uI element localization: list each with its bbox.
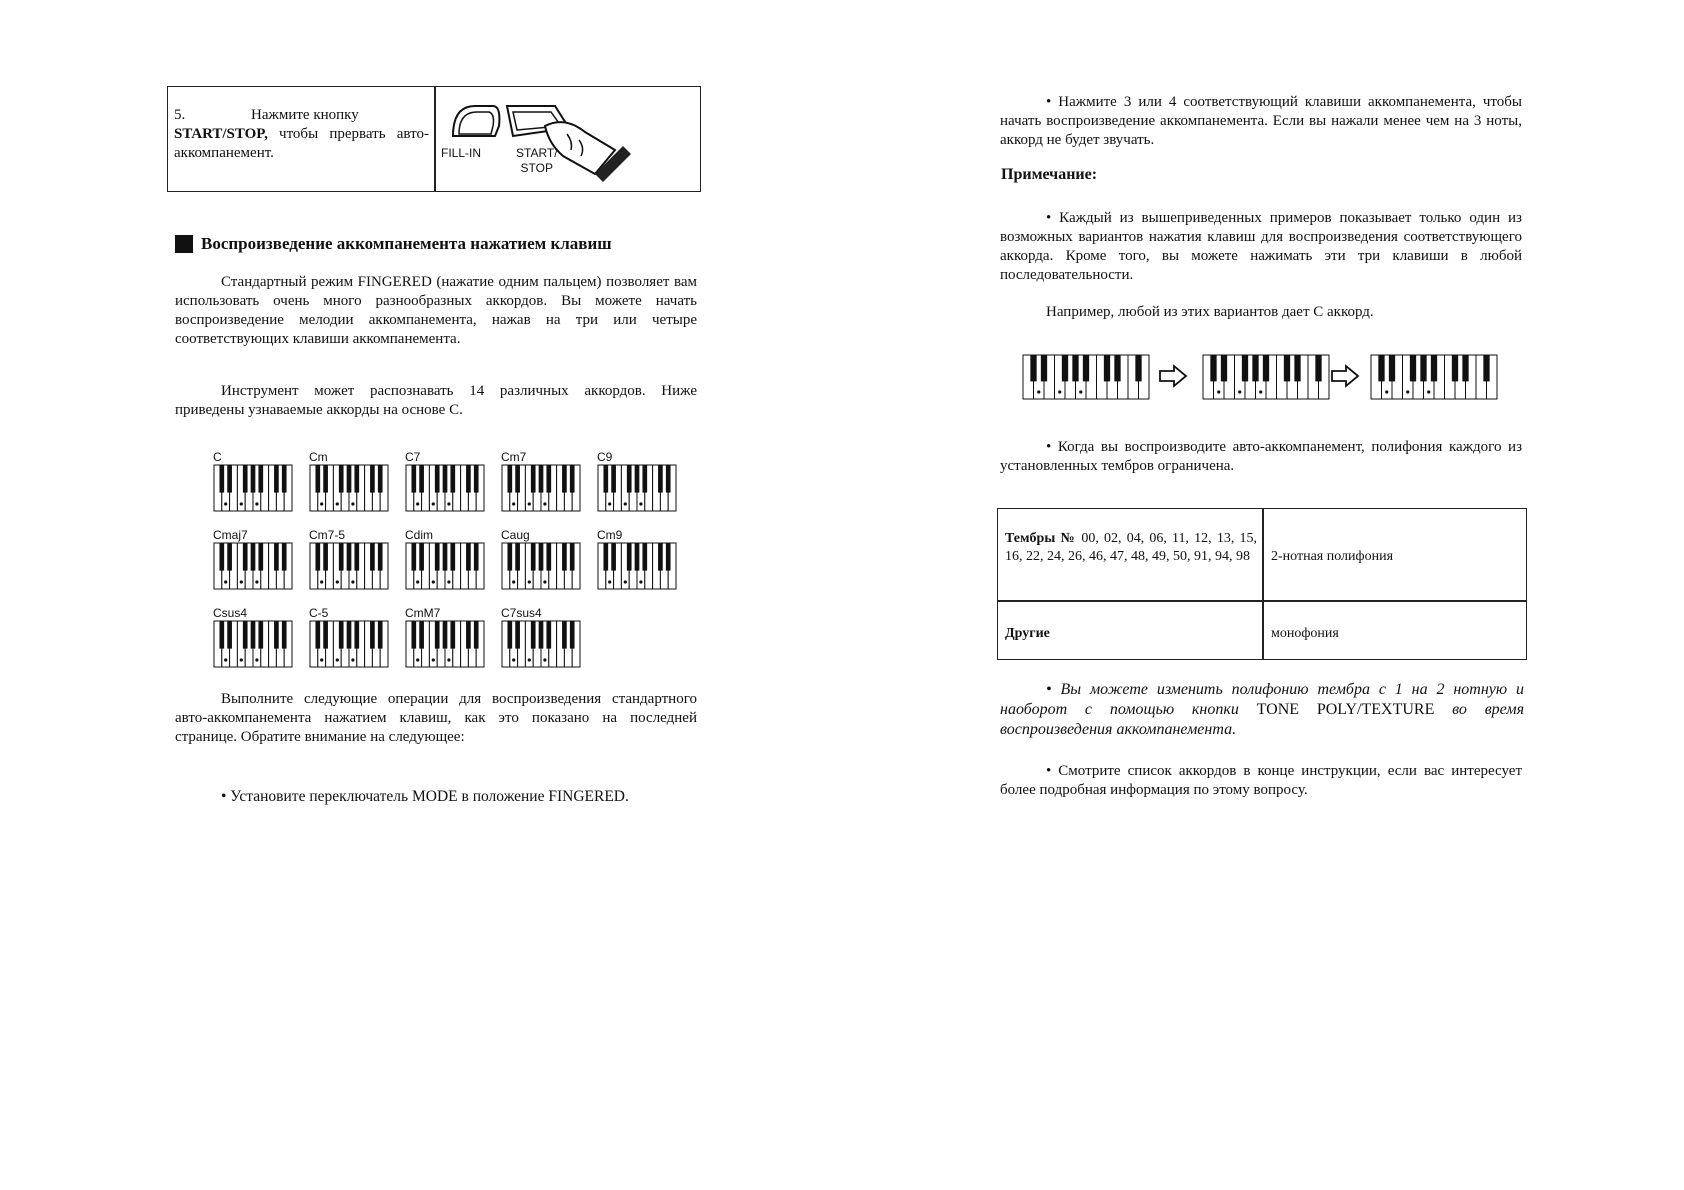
chord-diagram: C-5 [309,604,328,622]
note-heading: Примечание: [1001,166,1098,183]
keyboard-icon [213,620,293,668]
chord-grid [213,448,693,678]
table-cell-others: Другие [1005,626,1050,641]
chord-diagram: C9 [597,448,612,466]
bullet-polyphony: • Когда вы воспроизводите авто-аккомпанемент, полифония каждого из установленных тембров ограничена. [1000,439,1522,474]
note-bullet: • Каждый из вышеприведенных примеров показывает только один из возможных вариантов нажатия клавиш для воспроизведения соответствующего аккорда. Кроме того, вы можете нажимать эти три клавиши в любой последовательности. [1000,210,1522,283]
chord-diagram: Cm9 [597,526,622,544]
start-stop-button-label: START/ STOP [516,146,558,175]
chord-diagram: C7sus4 [501,604,542,622]
keyboard-icon [1370,354,1498,400]
keyboard-icon [213,464,293,512]
keyboard-icon [405,542,485,590]
step-box-divider [434,86,436,192]
chord-diagram: Cm7 [501,448,526,466]
step-number: 5. [174,107,186,123]
step-5-text [174,106,429,163]
table-col-divider [1262,508,1264,660]
keyboard-icon [597,542,677,590]
chord-diagram: Cm7-5 [309,526,345,544]
keyboard-icon [405,620,485,668]
c-chord-examples [1022,352,1492,404]
arrow-right-icon [1330,364,1360,388]
bullet-press-keys: • Нажмите 3 или 4 соответствующий клавиши аккомпанемента, чтобы начать воспроизведение аккомпанемента. Если вы нажали менее чем на 3 ноты, аккорд не будет звучать. [1000,94,1522,148]
keyboard-icon [501,620,581,668]
chord-diagram: CmM7 [405,604,440,622]
table-cell-tones: Тембры № 00, 02, 04, 06, 11, 12, 13, 15, 16, 22, 24, 26, 46, 47, 48, 49, 50, 91, 94, 98 [1005,531,1258,564]
arrow-right-icon [1158,364,1188,388]
example-text: Например, любой из этих вариантов дает С аккорд. [1046,304,1374,320]
chord-diagram: Cm [309,448,328,466]
keyboard-icon [1022,354,1150,400]
section-title: Воспроизведение аккомпанемента нажатием клавиш [175,234,612,254]
keyboard-icon [213,542,293,590]
italic-polyphony-note: • Вы можете изменить полифонию тембра с 1 на 2 нотную и наоборот с помощью кнопки TONE POLY/TEXTURE во время воспроизведения аккомпанемента. [1000,681,1525,738]
chord-diagram: C [213,448,222,466]
table-cell-2note: 2-нотная полифония [1271,549,1394,564]
chord-diagram: C7 [405,448,420,466]
paragraph-fingered: Стандартный режим FINGERED (нажатие одним пальцем) позволяет вам использовать очень много разнообразных аккордов. Вы можете начать воспроизведение мелодии аккомпанемента, нажав на три или четыре соответствующих клавиши аккомпанемента. [175,274,697,347]
final-note: • Смотрите список аккордов в конце инструкции, если вас интересует более подробная информация по этому вопросу. [1000,763,1522,798]
paragraph-operations: Выполните следующие операции для воспроизведения стандартного авто-аккомпанемента нажатием клавиш, как это показано на последней странице. Обратите внимание на следующее: [175,691,697,745]
step-text-b: чтобы прервать авто-аккомпанемент. [174,126,429,161]
keyboard-icon [501,542,581,590]
keyboard-icon [1202,354,1330,400]
chord-diagram: Caug [501,526,530,544]
section-square-icon [175,235,193,253]
table-cell-mono: монофония [1271,626,1339,641]
keyboard-icon [501,464,581,512]
step-text-a: Нажмите кнопку [251,107,359,123]
keyboard-icon [309,464,389,512]
keyboard-icon [309,542,389,590]
chord-diagram: Cmaj7 [213,526,248,544]
paragraph-chords-count: Инструмент может распознавать 14 различных аккордов. Ниже приведены узнаваемые аккорды на основе С. [175,383,697,418]
keyboard-icon [309,620,389,668]
chord-diagram: Cdim [405,526,433,544]
fill-in-button-label: FILL-IN [441,146,482,160]
chord-diagram: Csus4 [213,604,247,622]
bullet-mode-switch: • Установите переключатель MODE в положение FINGERED. [221,788,629,805]
keyboard-icon [405,464,485,512]
keyboard-icon [597,464,677,512]
step-key-name: START/STOP, [174,126,268,142]
